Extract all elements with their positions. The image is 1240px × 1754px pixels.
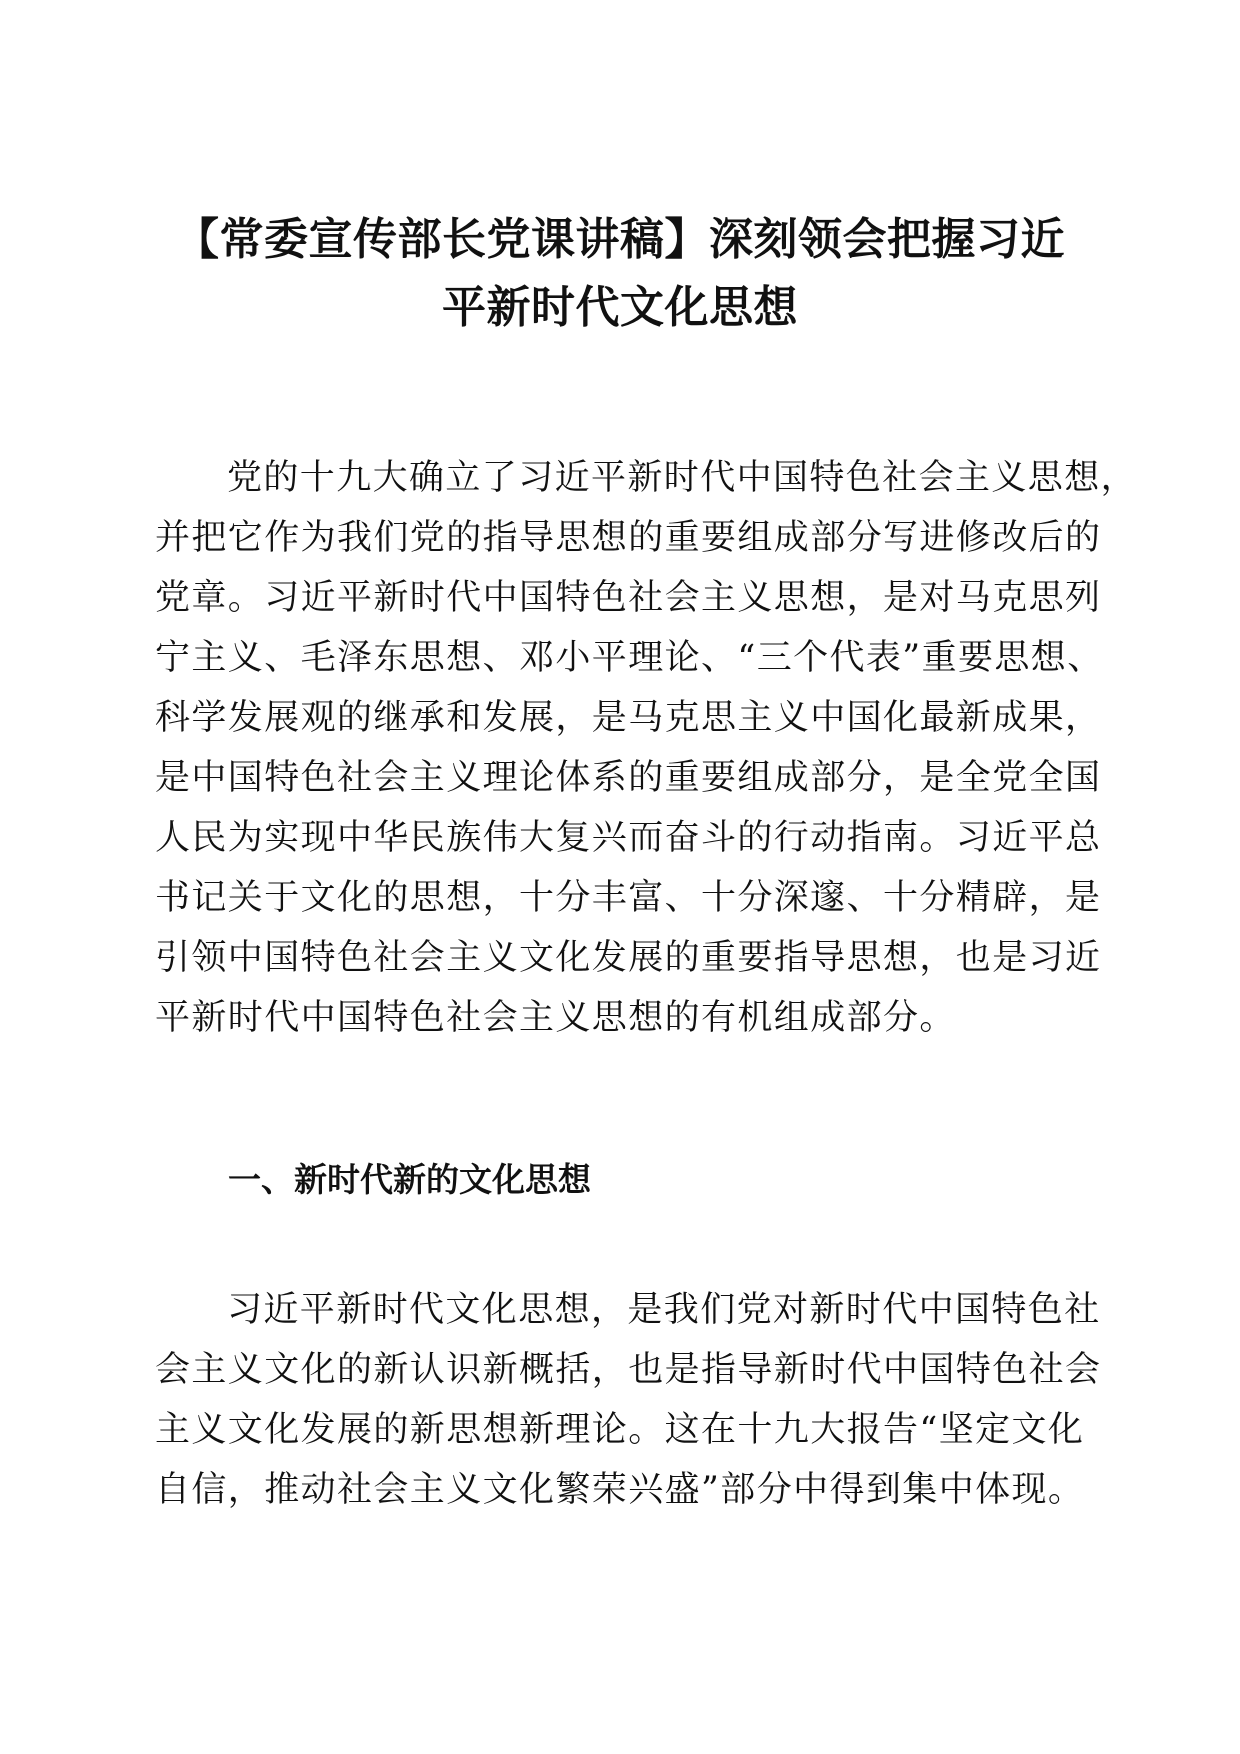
title-line: 平新时代文化思想 [442,282,798,333]
paragraph-line: 引领中国特色社会主义文化发展的重要指导思想，也是习近 [155,938,1102,978]
paragraph-line: 科学发展观的继承和发展，是马克思主义中国化最新成果， [155,698,1102,738]
paragraph-line: 主义文化发展的新思想新理论。这在十九大报告“坚定文化 [155,1410,1085,1450]
paragraph-line: 书记关于文化的思想，十分丰富、十分深邃、十分精辟，是 [155,878,1102,918]
document-title [150,206,1090,342]
paragraph-line: 党的十九大确立了习近平新时代中国特色社会主义思想， [227,458,1138,498]
paragraph-line: 习近平新时代文化思想，是我们党对新时代中国特色社 [227,1290,1101,1330]
section-heading: 一、新时代新的文化思想 [228,1160,591,1199]
title-line: 【常委宣传部长党课讲稿】深刻领会把握习近 [175,214,1065,265]
paragraph-line: 会主义文化的新认识新概括，也是指导新时代中国特色社会 [155,1350,1102,1390]
paragraph-line: 宁主义、毛泽东思想、邓小平理论、“三个代表”重要思想、 [155,638,1104,678]
paragraph-line: 是中国特色社会主义理论体系的重要组成部分，是全党全国 [155,758,1102,798]
paragraph-line: 并把它作为我们党的指导思想的重要组成部分写进修改后的 [155,518,1102,558]
paragraph-line: 人民为实现中华民族伟大复兴而奋斗的行动指南。习近平总 [155,818,1102,858]
paragraph-section1 [155,1280,1102,1520]
paragraph-line: 平新时代中国特色社会主义思想的有机组成部分。 [155,998,956,1038]
paragraph-line: 自信，推动社会主义文化繁荣兴盛”部分中得到集中体现。 [155,1470,1085,1510]
paragraph-intro [155,448,1138,1048]
paragraph-line: 党章。习近平新时代中国特色社会主义思想，是对马克思列 [155,578,1102,618]
